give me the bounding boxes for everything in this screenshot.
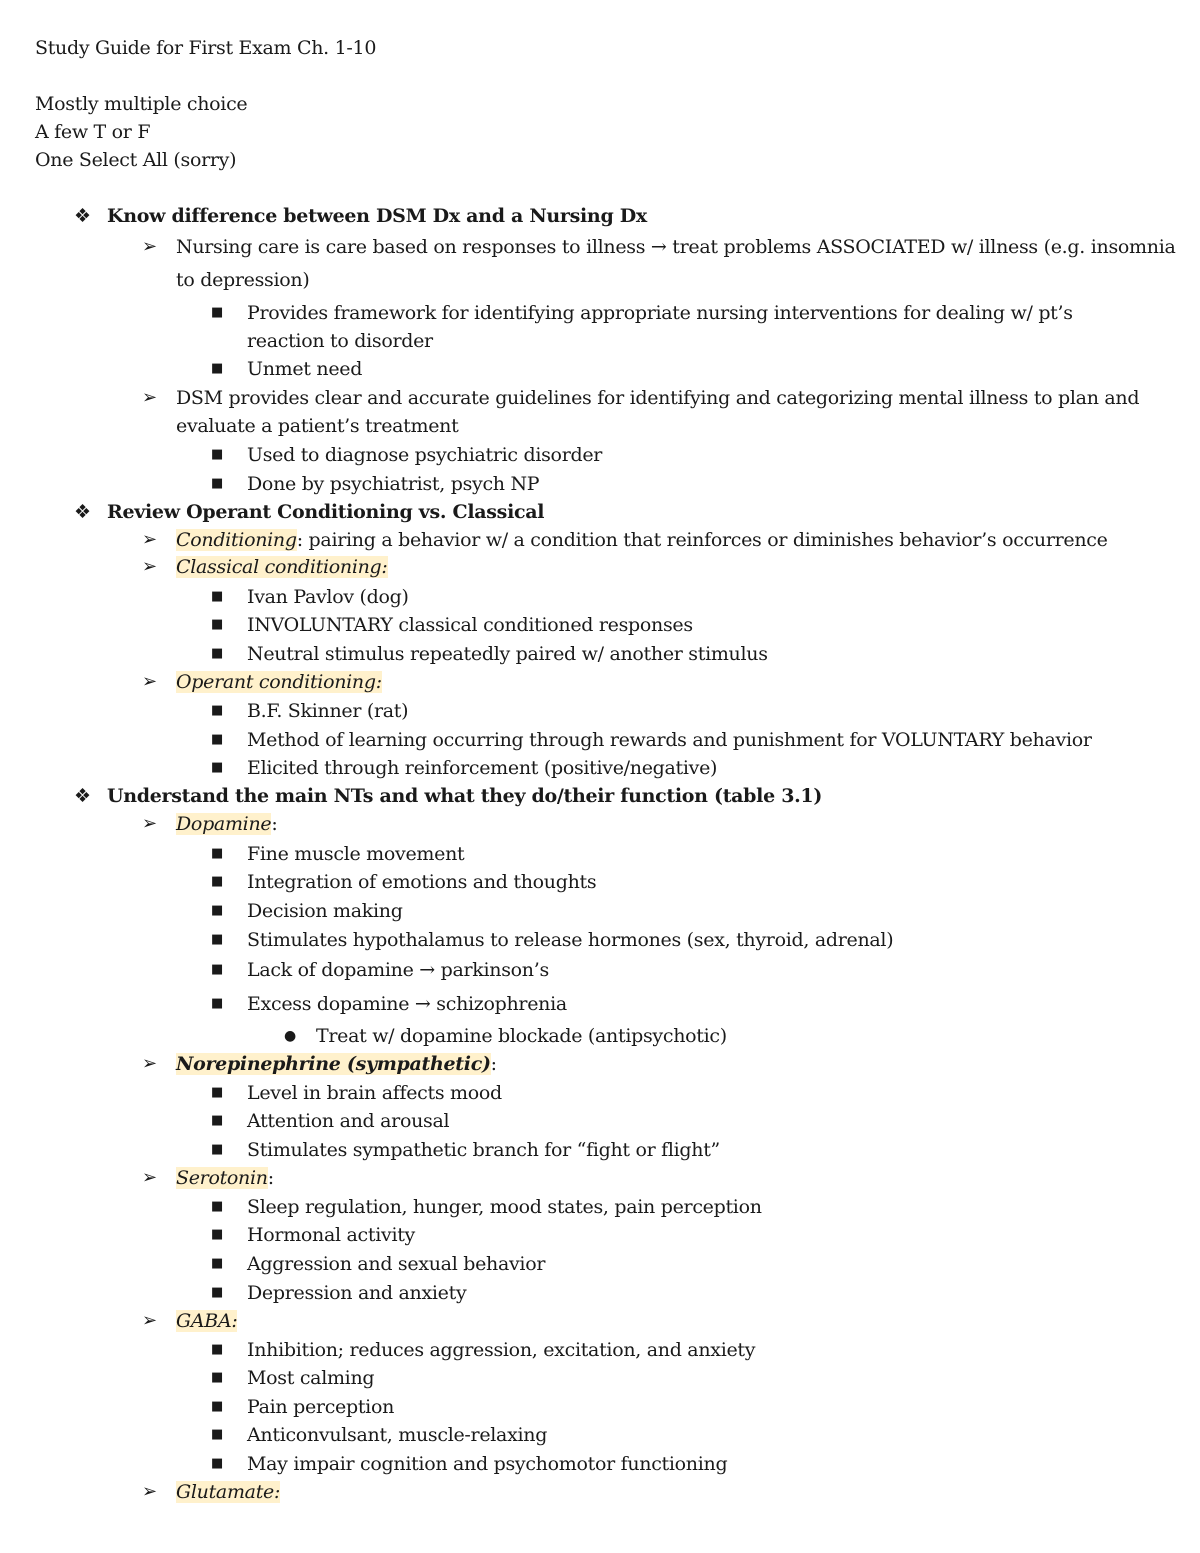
arrow-bullet-icon: ➢ <box>142 1481 158 1502</box>
list-item-text: Done by psychiatrist, psych NP <box>247 473 540 495</box>
list-item-text: Sleep regulation, hunger, mood states, pain perception <box>247 1196 762 1218</box>
list-item-text: Anticonvulsant, muscle-relaxing <box>247 1424 548 1446</box>
list-item-text: Excess dopamine → schizophrenia <box>247 993 567 1015</box>
list-item-text: Used to diagnose psychiatric disorder <box>247 444 603 466</box>
list-item-text: Norepinephrine (sympathetic): <box>176 1053 497 1075</box>
highlighted-term: Operant conditioning: <box>176 671 382 693</box>
format-line: One Select All (sorry) <box>35 149 237 171</box>
square-bullet-icon: ■ <box>211 1227 224 1242</box>
list-item-text: reaction to disorder <box>247 330 433 352</box>
document-title: Study Guide for First Exam Ch. 1-10 <box>35 37 377 59</box>
highlighted-term: Dopamine <box>176 813 272 835</box>
list-item-text <box>176 554 388 580</box>
square-bullet-icon: ■ <box>211 1142 224 1157</box>
list-item-text: Depression and anxiety <box>247 1282 467 1304</box>
square-bullet-icon: ■ <box>211 1113 224 1128</box>
list-item-text: Lack of dopamine → parkinson’s <box>247 959 549 981</box>
square-bullet-icon: ■ <box>211 703 224 718</box>
list-item-text: Serotonin: <box>176 1167 274 1189</box>
square-bullet-icon: ■ <box>211 476 224 491</box>
list-item-text <box>176 669 382 695</box>
list-item-text: Decision making <box>247 900 403 922</box>
square-bullet-icon: ■ <box>211 874 224 889</box>
format-line: A few T or F <box>35 121 151 143</box>
square-bullet-icon: ■ <box>211 996 224 1011</box>
highlighted-term: Serotonin <box>176 1167 268 1189</box>
arrow-bullet-icon: ➢ <box>142 236 158 257</box>
highlighted-term: Norepinephrine (sympathetic) <box>176 1053 491 1075</box>
round-bullet-icon: ● <box>284 1028 297 1044</box>
diamond-bullet-icon: ❖ <box>74 785 92 807</box>
section-heading: Review Operant Conditioning vs. Classical <box>107 501 545 523</box>
arrow-bullet-icon: ➢ <box>142 1053 158 1074</box>
list-item-text <box>176 1479 280 1505</box>
list-item-text: Fine muscle movement <box>247 843 465 865</box>
square-bullet-icon: ■ <box>211 1456 224 1471</box>
list-item-text <box>176 1308 237 1334</box>
square-bullet-icon: ■ <box>211 962 224 977</box>
list-item-text: May impair cognition and psychomotor functioning <box>247 1453 728 1475</box>
list-item-text: Ivan Pavlov (dog) <box>247 586 409 608</box>
section-heading: Understand the main NTs and what they do/their function (table 3.1) <box>107 785 823 807</box>
list-item-text: B.F. Skinner (rat) <box>247 700 409 722</box>
arrow-bullet-icon: ➢ <box>142 387 158 408</box>
highlighted-term: GABA: <box>176 1310 238 1332</box>
highlighted-term: Classical conditioning: <box>176 556 388 578</box>
square-bullet-icon: ■ <box>211 760 224 775</box>
list-item-text: Pain perception <box>247 1396 395 1418</box>
list-item-text: INVOLUNTARY classical conditioned responses <box>247 614 693 636</box>
diamond-bullet-icon: ❖ <box>74 205 92 227</box>
list-item-text: Level in brain affects mood <box>247 1082 502 1104</box>
square-bullet-icon: ■ <box>211 903 224 918</box>
list-item-text: DSM provides clear and accurate guidelines for identifying and categorizing mental illness to plan and <box>176 387 1140 409</box>
diamond-bullet-icon: ❖ <box>74 501 92 523</box>
square-bullet-icon: ■ <box>211 361 224 376</box>
list-item-text: Most calming <box>247 1367 375 1389</box>
arrow-bullet-icon: ➢ <box>142 556 158 577</box>
arrow-bullet-icon: ➢ <box>142 1310 158 1331</box>
list-item-text: Unmet need <box>247 358 363 380</box>
square-bullet-icon: ■ <box>211 589 224 604</box>
arrow-bullet-icon: ➢ <box>142 1167 158 1188</box>
list-item-text: Stimulates sympathetic branch for “fight or flight” <box>247 1139 720 1161</box>
square-bullet-icon: ■ <box>211 932 224 947</box>
square-bullet-icon: ■ <box>211 305 224 320</box>
square-bullet-icon: ■ <box>211 1285 224 1300</box>
list-item-text: Inhibition; reduces aggression, excitation, and anxiety <box>247 1339 756 1361</box>
square-bullet-icon: ■ <box>211 1256 224 1271</box>
square-bullet-icon: ■ <box>211 1427 224 1442</box>
section-heading: Know difference between DSM Dx and a Nursing Dx <box>107 205 647 227</box>
arrow-bullet-icon: ➢ <box>142 671 158 692</box>
list-item-text: Conditioning: pairing a behavior w/ a condition that reinforces or diminishes behavior’s occurrence <box>176 529 1108 551</box>
list-item-text: Treat w/ dopamine blockade (antipsychotic) <box>316 1025 727 1047</box>
list-item-text: Stimulates hypothalamus to release hormones (sex, thyroid, adrenal) <box>247 929 894 951</box>
square-bullet-icon: ■ <box>211 1399 224 1414</box>
arrow-bullet-icon: ➢ <box>142 529 158 550</box>
square-bullet-icon: ■ <box>211 646 224 661</box>
list-item-text: evaluate a patient’s treatment <box>176 415 459 437</box>
format-line: Mostly multiple choice <box>35 93 248 115</box>
list-item-text: Elicited through reinforcement (positive/negative) <box>247 757 718 779</box>
list-item-text: Method of learning occurring through rewards and punishment for VOLUNTARY behavior <box>247 729 1092 751</box>
list-item-text: Provides framework for identifying appropriate nursing interventions for dealing w/ pt’s <box>247 302 1073 324</box>
square-bullet-icon: ■ <box>211 447 224 462</box>
list-item-text: Dopamine: <box>176 813 278 835</box>
list-item-text: Hormonal activity <box>247 1224 415 1246</box>
square-bullet-icon: ■ <box>211 732 224 747</box>
square-bullet-icon: ■ <box>211 1342 224 1357</box>
highlighted-term: Conditioning <box>176 529 297 551</box>
arrow-bullet-icon: ➢ <box>142 813 158 834</box>
list-item-text: Integration of emotions and thoughts <box>247 871 597 893</box>
list-item-text: Nursing care is care based on responses to illness → treat problems ASSOCIATED w/ illness (e.g. insomnia <box>176 236 1176 258</box>
square-bullet-icon: ■ <box>211 1199 224 1214</box>
list-item-text: Neutral stimulus repeatedly paired w/ another stimulus <box>247 643 768 665</box>
highlighted-term: Glutamate: <box>176 1481 281 1503</box>
list-item-text: Aggression and sexual behavior <box>247 1253 546 1275</box>
square-bullet-icon: ■ <box>211 846 224 861</box>
square-bullet-icon: ■ <box>211 1370 224 1385</box>
square-bullet-icon: ■ <box>211 617 224 632</box>
square-bullet-icon: ■ <box>211 1085 224 1100</box>
list-item-text: to depression) <box>176 269 310 291</box>
list-item-text: Attention and arousal <box>247 1110 450 1132</box>
